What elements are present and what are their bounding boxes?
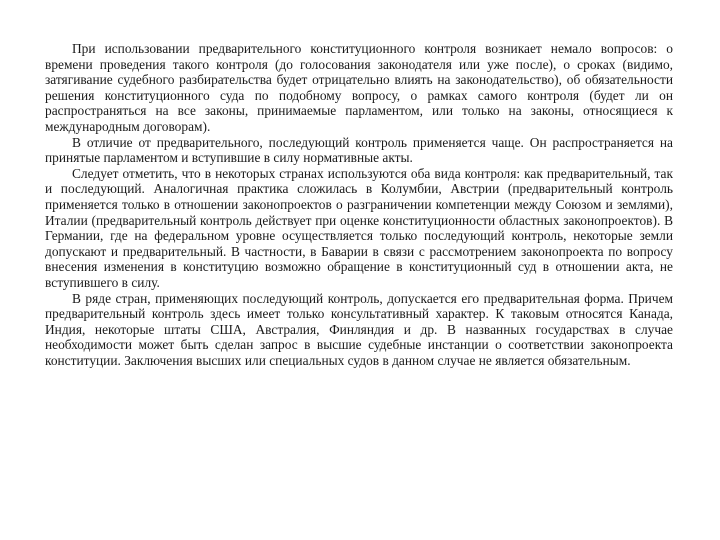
paragraph-both-types: Следует отметить, что в некоторых странах используются оба вида контроля: как предварительный, так и последующий. Аналогичная практика сложилась в Колумбии, Австрии (предварительный контроль применяется только в отношении законопроектов о разграничении компетенции между Союзом и землями), Италии (предварительный контроль действует при оценке конституционности областных законопроектов). В Германии, где на федеральном уровне осуществляется только последующий контроль, некоторые земли допускают и предварительный. В частности, в Баварии в связи с рассмотрением законопроекта по вопросу внесения изменения в конституцию возможно обращение в конституционный суд в отношении акта, не вступившего в силу. <box>45 165 673 290</box>
paragraph-advisory-form: В ряде стран, применяющих последующий контроль, допускается его предварительная форма. Причем предварительный контроль здесь имеет только консультативный характер. К таковым относятся Канада, Индия, некоторые штаты США, Австралия, Финляндия и др. В названных государствах в случае необходимости может быть сделан запрос в высшие судебные инстанции о соответствии законопроекта конституции. Заключения высших или специальных судов в данном случае не является обязательным. <box>45 290 673 368</box>
paragraph-preliminary-control: При использовании предварительного конституционного контроля возникает немало вопросов: о времени проведения такого контроля (до голосования законодателя или уже после), о сроках (видимо, затягивание судебного разбирательства будет отрицательно влиять на законодательство), об обязательности решения конституционного суда по подобному вопросу, о рамках самого контроля (будет ли он распространяться на все законы, принимаемые парламентом, или только на законы, относящиеся к международным договорам). <box>45 41 673 134</box>
document-page <box>45 41 673 368</box>
paragraph-subsequent-control: В отличие от предварительного, последующий контроль применяется чаще. Он распространяется на принятые парламентом и вступившие в силу нормативные акты. <box>45 134 673 166</box>
